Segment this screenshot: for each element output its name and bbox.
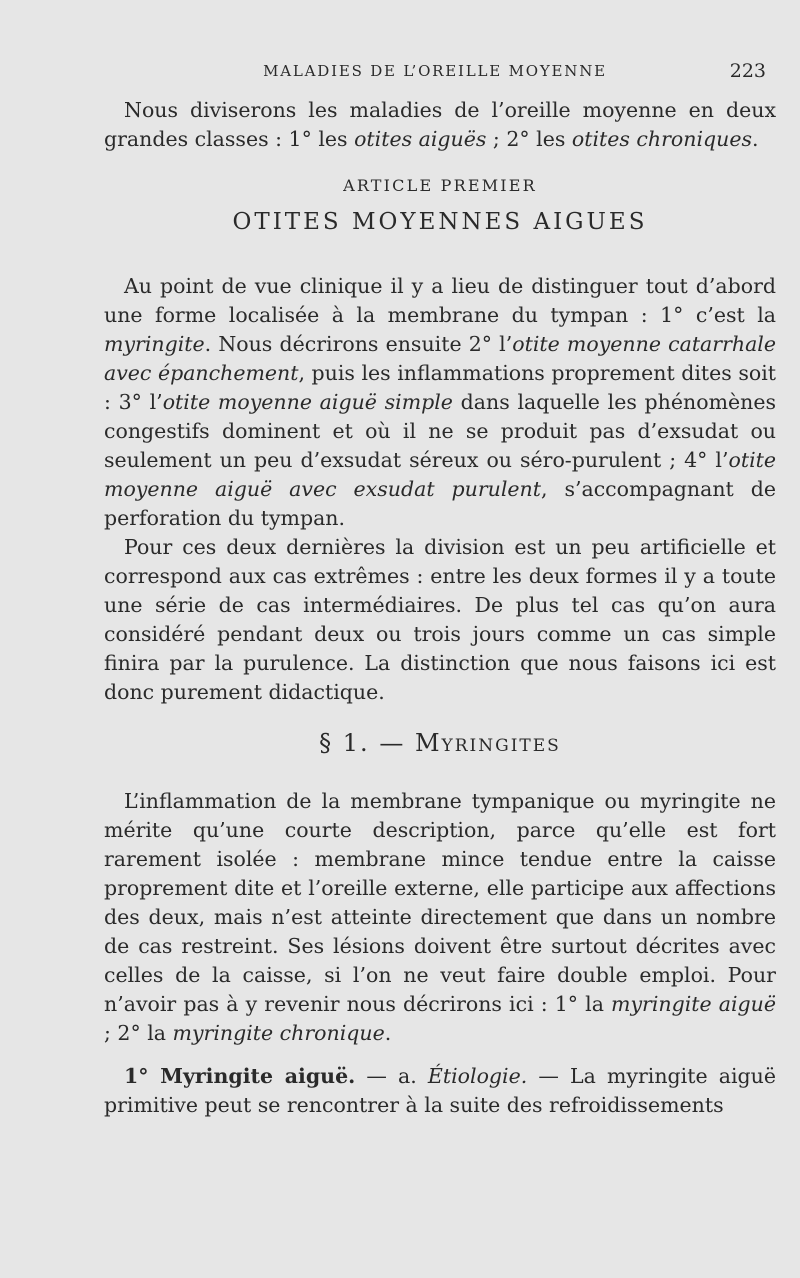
section-heading: § 1. — Myringites [319, 729, 561, 757]
paragraph-clinical-forms: Au point de vue clinique il y a lieu de distinguer tout d’abord une forme localisée à la membrane du tympan : 1° c’est la myringite. Nous décrirons ensuite 2° l’otite moyenne catarrhale avec épanchement, puis les inflammations proprement dites soit : 3° l’otite moyenne aiguë simple dans laquelle les phénomènes congestifs dominent et où il ne se produit pas d’exsudat ou seulement un peu d’exsudat séreux ou séro-purulent ; 4° l’otite moyenne aiguë avec exsudat purulent, s’accompagnant de perforation du tympan. [104, 274, 776, 530]
article-title: OTITES MOYENNES AIGUES [232, 209, 648, 235]
page-body [104, 96, 776, 1120]
paragraph-myringite: L’inflammation de la membrane tympanique ou myringite ne mérite qu’une courte description, parce qu’elle est fort rarement isolée : membrane mince tendue entre la caisse proprement dite et l’oreille externe, elle participe aux affections des deux, mais n’est atteinte directement que dans un nombre de cas restreint. Ses lésions doivent être surtout décrites avec celles de la caisse, si l’on ne veut faire double emploi. Pour n’avoir pas à y revenir nous décrirons ici : 1° la myringite aiguë ; 2° la myringite chronique. [104, 789, 776, 1045]
paragraph-myringite-aigue: 1° Myringite aiguë. — a. Étiologie. — La myringite aiguë primitive peut se rencontrer à la suite des refroidissements [104, 1064, 776, 1117]
page-header [0, 60, 800, 88]
paragraph-division: Pour ces deux dernières la division est un peu artificielle et correspond aux cas extrêmes : entre les deux formes il y a toute une série de cas intermédiaires. De plus tel cas qu’on aura considéré pendant deux ou trois jours comme un cas simple finira par la purulence. La distinction que nous faisons ici est donc purement didactique. [104, 535, 776, 704]
intro-paragraph: Nous diviserons les maladies de l’oreille moyenne en deux grandes classes : 1° les otites aiguës ; 2° les otites chroniques. [104, 98, 776, 151]
running-head: MALADIES DE L’OREILLE MOYENNE [263, 62, 607, 80]
page-number: 223 [729, 60, 766, 82]
article-label: ARTICLE PREMIER [343, 176, 537, 195]
